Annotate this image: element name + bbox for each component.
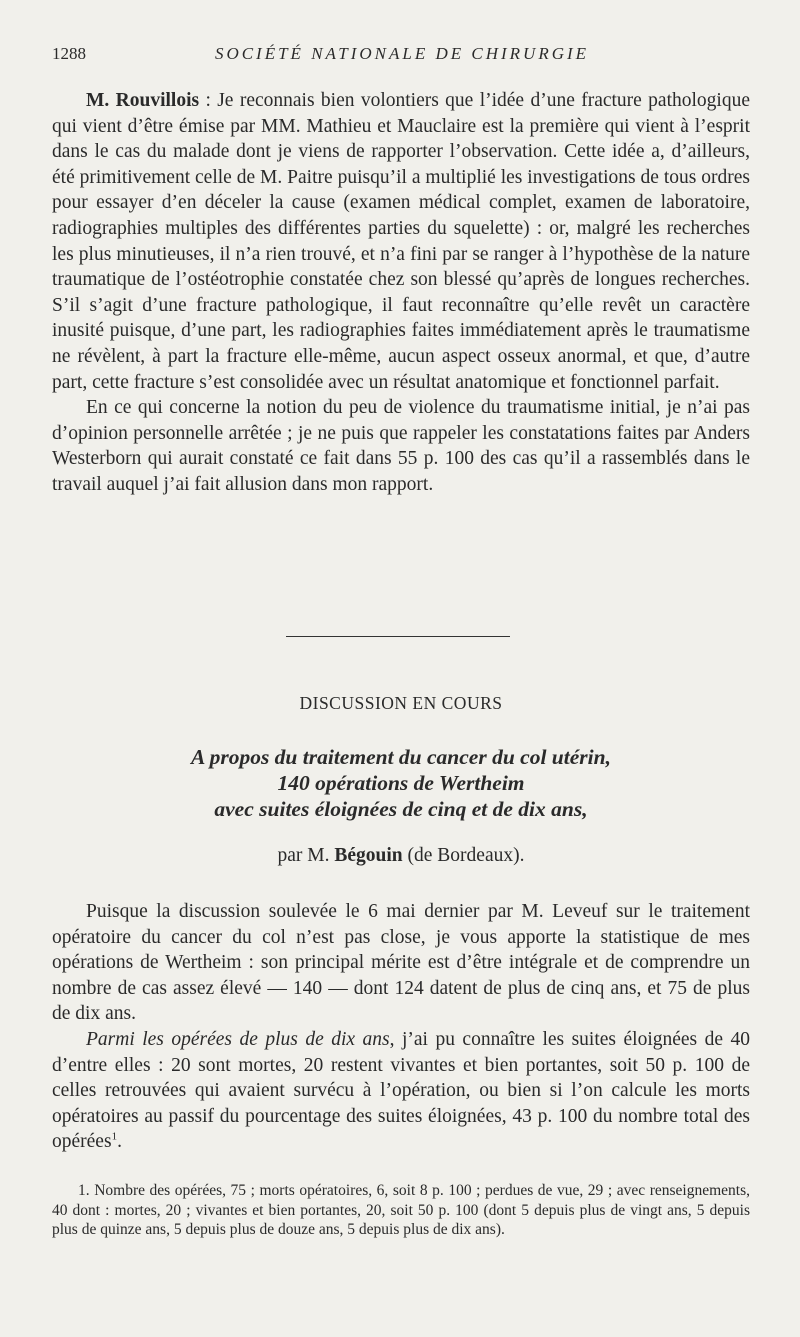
speaker-name: M. Rouvillois xyxy=(86,90,200,111)
article-title xyxy=(52,744,750,822)
article-byline xyxy=(52,845,750,867)
page-header xyxy=(52,44,752,68)
section-heading: DISCUSSION EN COURS xyxy=(299,693,503,713)
byline-author: Bégouin xyxy=(334,845,403,866)
rouvillois-paragraph-1 xyxy=(52,88,750,395)
rouvillois-paragraph-2: En ce qui concerne la notion du peu de violence du traumatisme initial, je n’ai pas d’opinion personnelle arrêtée ; je ne puis que rappeler les constatations faites par Anders Westerborn qui aurait constaté ce fait dans 55 p. 100 des cas qu’il a rassemblés dans le travail auquel j’ai fait allusion dans mon rapport. xyxy=(52,397,750,495)
article-paragraph-2-end: . xyxy=(117,1131,122,1153)
section-divider xyxy=(286,636,510,637)
italic-lead: Parmi les opérées de plus de dix ans xyxy=(86,1028,390,1050)
footnote xyxy=(52,1181,750,1240)
article-paragraph-2-text: , j’ai pu connaître les suites éloignées de 40 d’entre elles : 20 sont mortes, 20 restent vivantes et bien portantes, soit 50 p. 100 de celles retrouvées qui avaient survécu à l’opération, ou bien si l’on calcule les morts opératoires au passif du pourcentage des suites éloignées, 43 p. 100 du nombre total des opérées xyxy=(52,1028,750,1153)
article-title-line-1: A propos du traitement du cancer du col utérin, xyxy=(191,745,611,769)
article-paragraph-1: Puisque la discussion soulevée le 6 mai dernier par M. Leveuf sur le traitement opératoire du cancer du col n’est pas close, je vous apporte la statistique de mes opérations de Wertheim : son principal mérite est d’être intégrale et de comprendre un nombre de cas assez élevé — 140 — dont 124 datent de plus de cinq ans, et 75 de plus de dix ans. xyxy=(52,901,750,1025)
article-body xyxy=(52,899,750,1155)
byline-affiliation: (de Bordeaux). xyxy=(402,845,525,866)
article-paragraph-2 xyxy=(52,1027,750,1155)
byline-prefix: par M. xyxy=(277,845,335,866)
rouvillois-section xyxy=(52,88,750,498)
rouvillois-paragraph-1-text: : Je reconnais bien volontiers que l’idée d’une fracture pathologique qui vient d’être émise par MM. Mathieu et Mauclaire est la première qui vient à l’esprit dans le cas du malade dont je viens de rapporter l’observation. Cette idée a, d’ailleurs, été primitivement celle de M. Paitre puisqu’il a multiplié les investigations de tous ordres pour essayer d’en déceler la cause (examen médical complet, examen de laboratoire, radiographies multiples des différentes parties du squelette) : or, malgré les recherches les plus minutieuses, il n’a rien trouvé, et n’a fini par se ranger à l’hypothèse de la nature traumatique de l’ostéotrophie constatée chez son blessé qu’après de longues recherches. S’il s’agit d’une fracture pathologique, il faut reconnaître qu’elle revêt un caractère inusité puisque, d’une part, les radiographies faites immédiatement après le traumatisme ne révèlent, à part la fracture elle-même, aucun aspect osseux anormal, et que, d’autre part, cette fracture s’est consolidée avec un résultat anatomique et fonctionnel parfait. xyxy=(52,90,750,393)
article-title-line-2: 140 opérations de Wertheim xyxy=(277,771,525,795)
page-number: 1288 xyxy=(52,44,86,63)
article-title-line-3: avec suites éloignées de cinq et de dix ans, xyxy=(214,797,588,821)
footnote-text: 1. Nombre des opérées, 75 ; morts opératoires, 6, soit 8 p. 100 ; perdues de vue, 29 ; avec renseignements, 40 dont : mortes, 20 ; vivantes et bien portantes, 20, soit 50 p. 100 (dont 5 depuis plus de vingt ans, 5 depuis plus de quinze ans, 5 depuis plus de douze ans, 5 depuis plus de dix ans). xyxy=(52,1182,750,1238)
footnote-marker: 1 xyxy=(111,1130,118,1143)
running-title: SOCIÉTÉ NATIONALE DE CHIRURGIE xyxy=(214,44,590,63)
